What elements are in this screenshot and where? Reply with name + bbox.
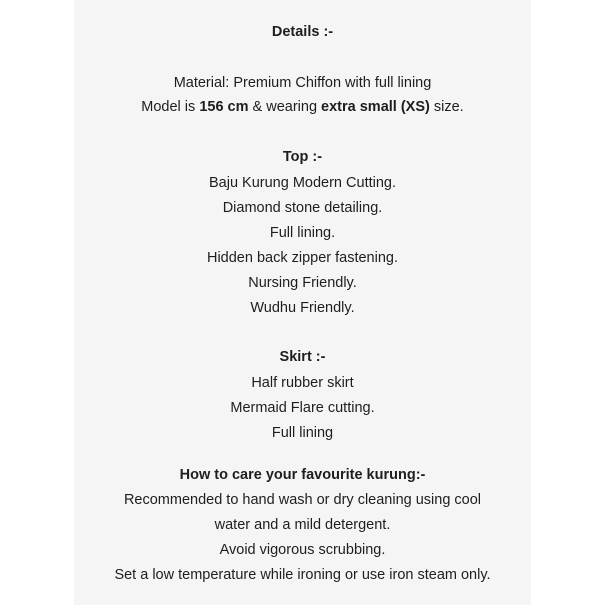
skirt-heading: Skirt :- [279,349,326,365]
care-line: Recommended to hand wash or dry cleaning using cool [123,492,482,508]
details-heading: Details :- [271,24,334,40]
skirt-item: Full lining [271,425,334,441]
model-prefix: Model is [141,99,200,115]
top-item: Hidden back zipper fastening. [206,250,399,266]
model-height: 156 cm [199,99,249,115]
top-item: Nursing Friendly. [248,275,357,291]
top-heading: Top :- [282,149,323,165]
top-item: Diamond stone detailing. [222,200,383,216]
model-suffix: size. [429,99,464,115]
care-heading: How to care your favourite kurung:- [179,467,426,483]
top-item: Full lining. [269,225,336,241]
product-description-panel [74,0,531,605]
skirt-item: Half rubber skirt [251,375,354,391]
skirt-item: Mermaid Flare cutting. [230,400,375,416]
care-line: Set a low temperature while ironing or use iron steam only. [114,567,491,583]
material-text: Material: Premium Chiffon with full lining [173,75,432,91]
model-size-text [74,97,531,117]
top-item: Baju Kurung Modern Cutting. [209,175,396,191]
care-line: Avoid vigorous scrubbing. [219,542,386,558]
care-line: water and a mild detergent. [214,517,391,533]
model-middle: & wearing [248,99,322,115]
model-size: extra small (XS) [321,99,430,115]
top-item: Wudhu Friendly. [250,300,355,316]
